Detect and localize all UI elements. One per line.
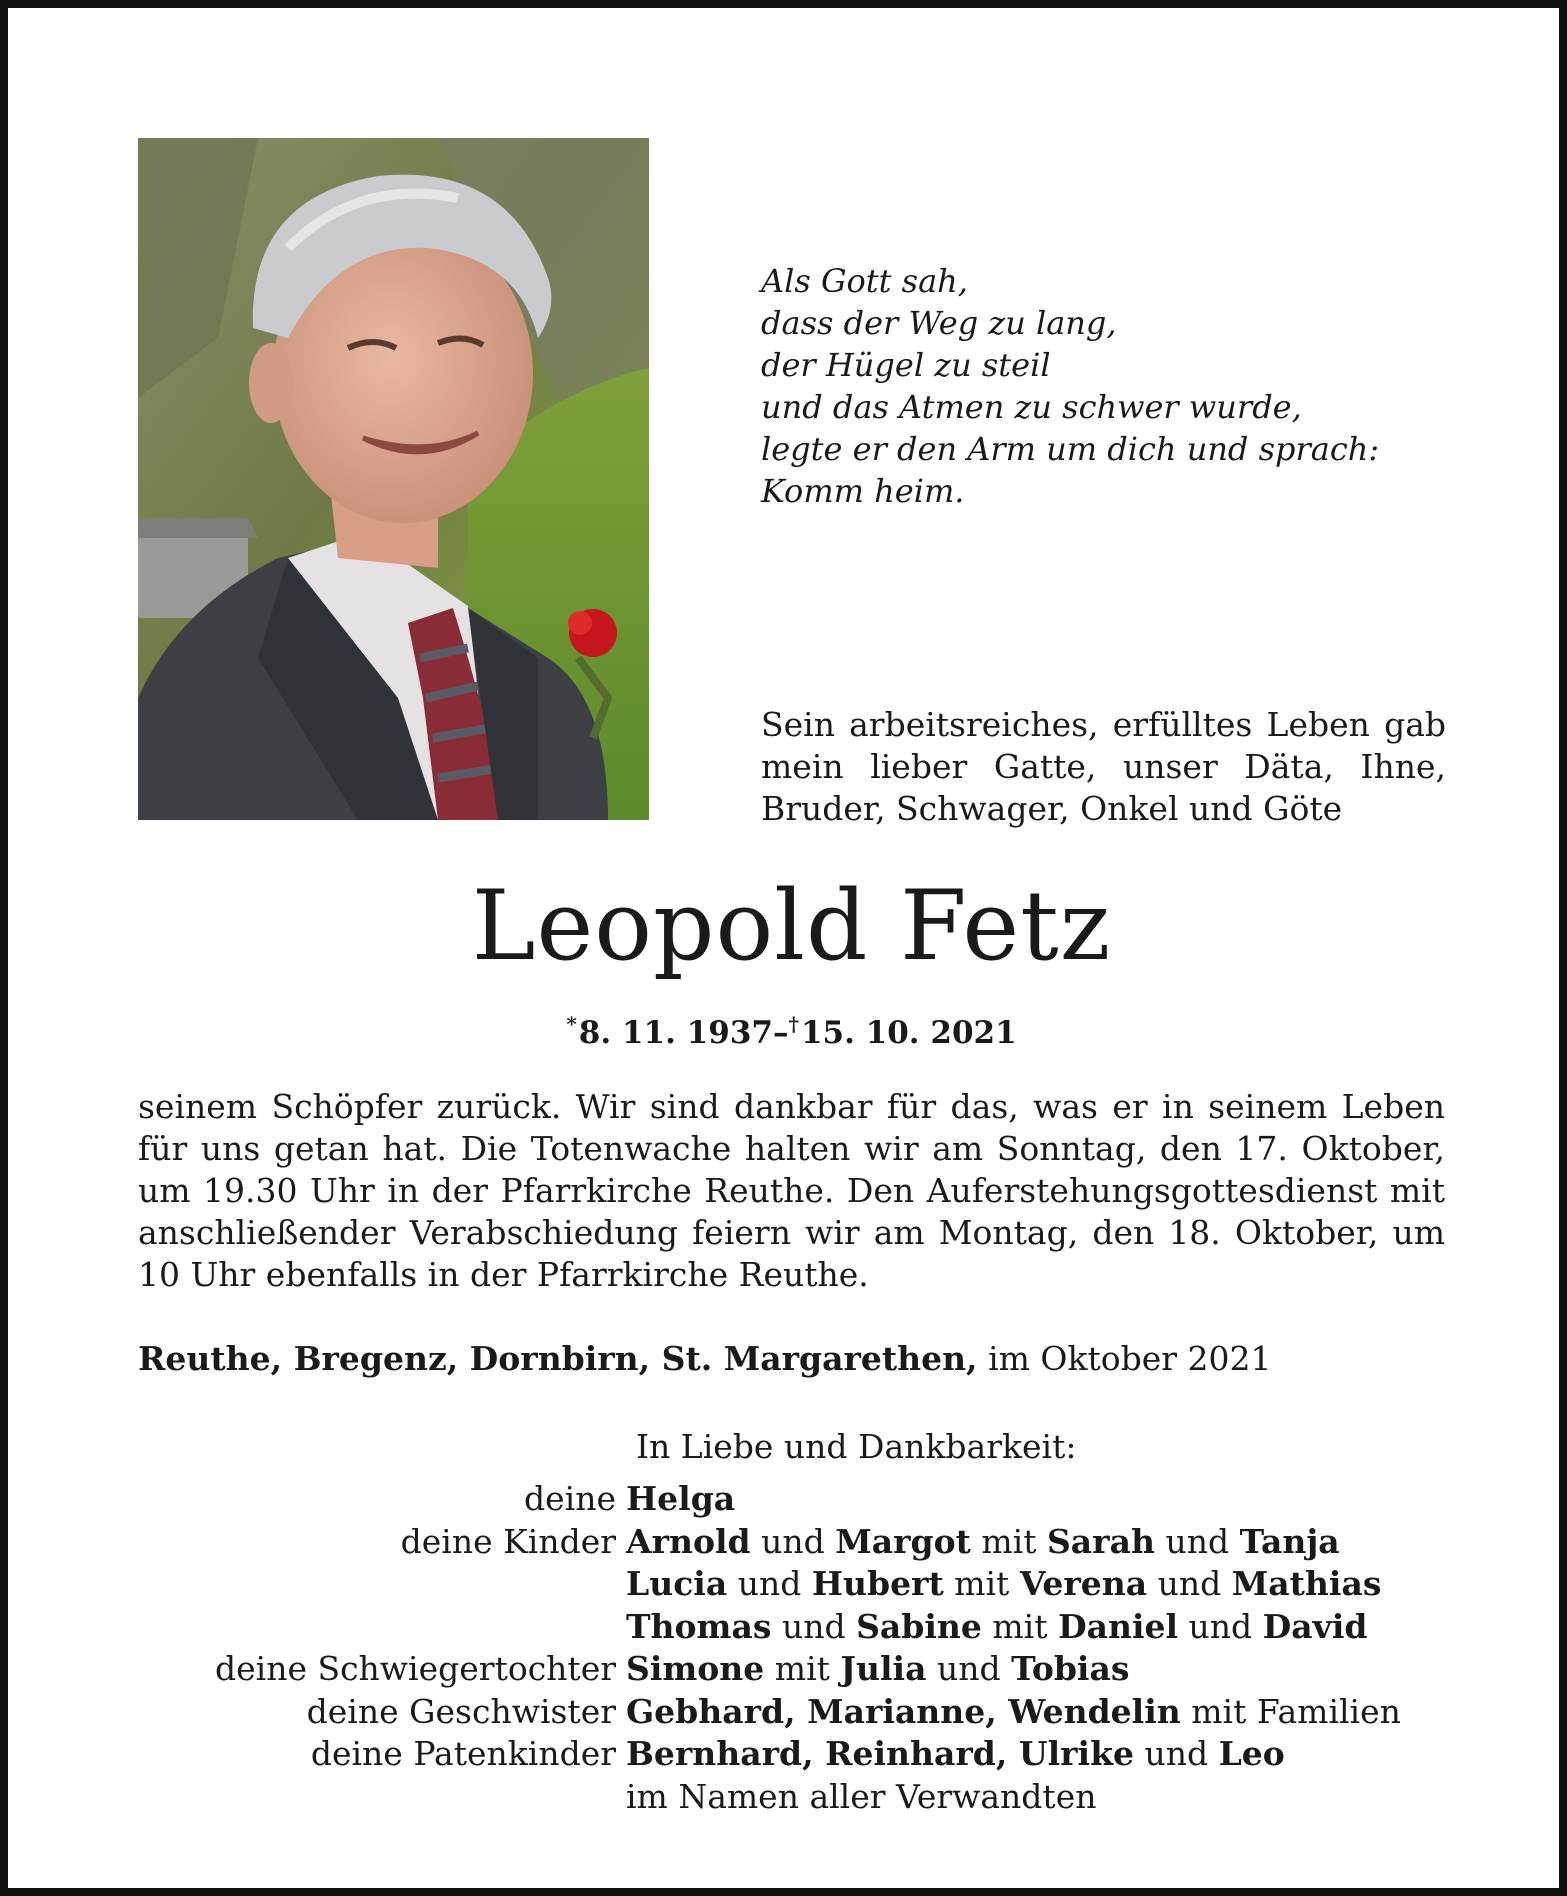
connector-text: mit bbox=[970, 1521, 1047, 1561]
body-text bbox=[138, 1086, 1445, 1296]
connector-text: und bbox=[771, 1606, 857, 1646]
connector-text: mit bbox=[764, 1649, 841, 1688]
mourner-row bbox=[138, 1563, 1458, 1606]
body-line: 10 Uhr ebenfalls in der Pfarrkirche Reuthe. bbox=[138, 1255, 869, 1294]
poem-line: der Hügel zu steil bbox=[761, 346, 1051, 384]
connector-text: und bbox=[750, 1521, 836, 1561]
locations: Reuthe, Bregenz, Dornbirn, St. Margarethen, bbox=[138, 1339, 978, 1378]
deceased-name: Leopold Fetz bbox=[471, 870, 1112, 982]
connector-text: mit Familien bbox=[1180, 1691, 1401, 1731]
relation-label: deine Geschwister bbox=[306, 1691, 616, 1731]
mourner-row bbox=[138, 1648, 1458, 1691]
connector-text: mit bbox=[943, 1564, 1020, 1603]
mourner-name: Thomas bbox=[626, 1606, 772, 1646]
death-date: 15. 10. 2021 bbox=[800, 1015, 1017, 1051]
body-line: um 19.30 Uhr in der Pfarrkirche Reuthe. Den Auferstehungsgottesdienst mit bbox=[138, 1171, 1445, 1210]
mourner-name: Lucia bbox=[626, 1564, 728, 1603]
relation-label bbox=[138, 1776, 626, 1819]
mourner-name: Tobias bbox=[1011, 1649, 1130, 1688]
mourner-name: Helga bbox=[626, 1479, 736, 1518]
poem bbox=[761, 260, 1461, 512]
mourners-list bbox=[138, 1478, 1458, 1818]
life-dates bbox=[8, 1004, 1567, 1053]
intro-line: mein lieber Gatte, unser Däta, Ihne, bbox=[761, 747, 1446, 786]
connector-text: im Namen aller Verwandten bbox=[626, 1776, 1097, 1816]
mourner-row bbox=[138, 1776, 1458, 1819]
mourner-name: Daniel bbox=[1057, 1606, 1179, 1646]
mourner-name: Sabine bbox=[856, 1606, 982, 1646]
mourner-name: Gebhard, Marianne, Wendelin bbox=[626, 1691, 1181, 1731]
body-line: für uns getan hat. Die Totenwache halten wir am Sonntag, den 17. Oktober, bbox=[138, 1129, 1445, 1168]
connector-text: und bbox=[1154, 1521, 1240, 1561]
relation-label: deine bbox=[524, 1479, 616, 1518]
intro-line: Bruder, Schwager, Onkel und Göte bbox=[761, 789, 1343, 828]
body-line: anschließender Verabschiedung feiern wir am Montag, den 18. Oktober, um bbox=[138, 1213, 1445, 1252]
connector-text: und bbox=[1178, 1606, 1263, 1646]
mourner-names bbox=[626, 1606, 1367, 1649]
mourner-row bbox=[138, 1521, 1458, 1564]
poem-line: und das Atmen zu schwer wurde, bbox=[761, 388, 1302, 426]
relation-label: deine Schwiegertochter bbox=[214, 1649, 616, 1688]
mourner-name: Julia bbox=[840, 1649, 927, 1688]
mourner-row bbox=[138, 1691, 1458, 1734]
mourner-row bbox=[138, 1733, 1458, 1776]
birth-symbol: * bbox=[566, 1012, 577, 1036]
poem-line: Komm heim. bbox=[761, 472, 965, 510]
birth-date: 8. 11. 1937 bbox=[578, 1015, 773, 1051]
mourner-name: Leo bbox=[1218, 1734, 1285, 1773]
issue-date: im Oktober 2021 bbox=[988, 1339, 1272, 1378]
connector-text: und bbox=[1133, 1734, 1219, 1773]
mourner-name: Verena bbox=[1019, 1564, 1148, 1603]
mourner-names bbox=[626, 1776, 1096, 1819]
relation-label bbox=[138, 1563, 626, 1606]
poem-line: Als Gott sah, bbox=[761, 262, 968, 300]
intro-line: Sein arbeitsreiches, erfülltes Leben gab bbox=[761, 705, 1446, 744]
mourner-name: Arnold bbox=[626, 1521, 751, 1561]
portrait-photo-image bbox=[138, 138, 649, 820]
relation-label bbox=[138, 1606, 626, 1649]
date-separator: – bbox=[772, 1015, 789, 1051]
mourner-row bbox=[138, 1606, 1458, 1649]
mourner-name: David bbox=[1262, 1606, 1368, 1646]
mourner-name: Tanja bbox=[1239, 1521, 1340, 1561]
mourner-name: Mathias bbox=[1231, 1564, 1382, 1603]
death-symbol: † bbox=[788, 1012, 799, 1036]
mourner-name: Hubert bbox=[811, 1564, 944, 1603]
connector-text: mit bbox=[981, 1606, 1058, 1646]
poem-line: dass der Weg zu lang, bbox=[761, 304, 1117, 342]
relation-label: deine Kinder bbox=[400, 1521, 616, 1561]
connector-text: und bbox=[727, 1564, 812, 1603]
closing-phrase: In Liebe und Dankbarkeit: bbox=[636, 1427, 1077, 1466]
portrait-photo bbox=[138, 138, 649, 820]
poem-line: legte er den Arm um dich und sprach: bbox=[761, 430, 1380, 468]
mourner-row bbox=[138, 1478, 1458, 1521]
mourner-name: Bernhard, Reinhard, Ulrike bbox=[626, 1734, 1134, 1773]
mourner-names bbox=[626, 1733, 1285, 1776]
intro-text bbox=[761, 704, 1446, 830]
place-and-date bbox=[138, 1338, 1445, 1380]
mourner-name: Simone bbox=[626, 1649, 765, 1688]
relation-label: deine Patenkinder bbox=[310, 1734, 616, 1773]
mourner-name: Sarah bbox=[1046, 1521, 1155, 1561]
mourner-names bbox=[626, 1478, 735, 1521]
mourner-names bbox=[626, 1563, 1381, 1606]
connector-text: und bbox=[926, 1649, 1012, 1688]
mourner-names bbox=[626, 1691, 1401, 1734]
body-line: seinem Schöpfer zurück. Wir sind dankbar für das, was er in seinem Leben bbox=[138, 1087, 1445, 1126]
mourner-names bbox=[626, 1521, 1340, 1564]
mourner-name: Margot bbox=[835, 1521, 971, 1561]
mourner-names bbox=[626, 1648, 1129, 1691]
connector-text: und bbox=[1147, 1564, 1232, 1603]
